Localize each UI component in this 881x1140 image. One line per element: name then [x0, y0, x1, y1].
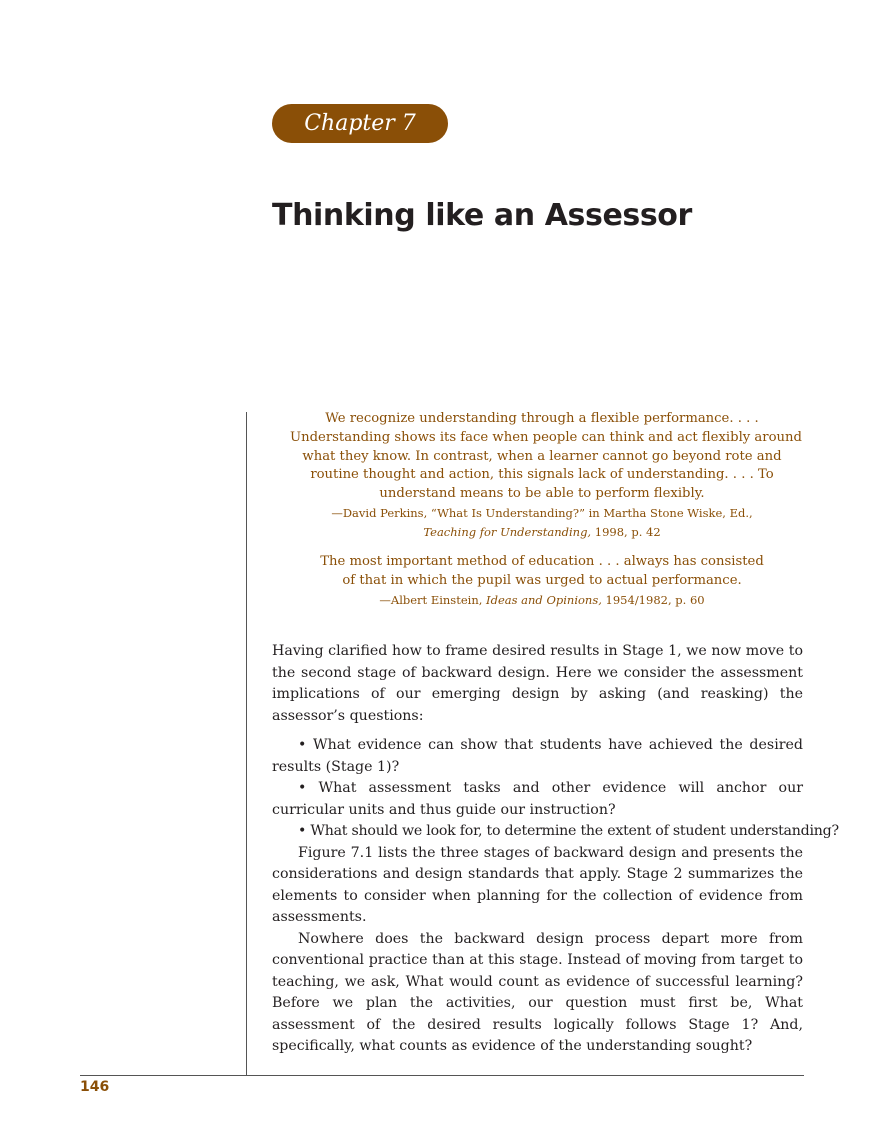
epigraph-line: The most important method of education . . . always has consisted — [320, 553, 764, 569]
chapter-label: Chapter 7 — [304, 111, 416, 136]
epigraph-attribution: —David Perkins, “What Is Understanding?” in Martha Stone Wiske, Ed., — [331, 505, 753, 520]
epigraph-line: routine thought and action, this signals lack of understanding. . . . To — [310, 467, 774, 483]
footer-rule — [80, 1075, 804, 1076]
list-item: • What evidence can show that students have achieved the desired results (Stage 1)? — [272, 737, 803, 775]
epigraph-line: understand means to be able to perform flexibly. — [379, 486, 705, 502]
chapter-title: Thinking like an Assessor — [272, 198, 692, 233]
epigraph-line: of that in which the pupil was urged to actual performance. — [342, 572, 742, 588]
page-number: 146 — [80, 1079, 110, 1095]
chapter-label-badge — [272, 104, 448, 143]
margin-vertical-rule — [246, 412, 247, 1076]
epigraph-line: Understanding shows its face when people can think and act flexibly around — [290, 429, 802, 445]
source-details: 1954/1982, p. 60 — [601, 592, 705, 607]
list-item: • What assessment tasks and other evidence will anchor our curricular units and thus guide our instruction? — [272, 780, 803, 818]
attribution-author: —Albert Einstein, — [379, 592, 487, 607]
list-item: • What should we look for, to determine the extent of student understanding? — [298, 823, 839, 839]
epigraph-einstein — [290, 553, 794, 610]
intro-paragraph: Having clarified how to frame desired results in Stage 1, we now move to the second stage of backward design. Here we consider the assessment implications of our emerging design by asking (and reasking) the assessor’s questions: — [272, 643, 803, 724]
epigraphs — [290, 410, 802, 610]
epigraph-attribution — [290, 591, 794, 610]
epigraph-attribution-source — [290, 523, 794, 542]
body-text — [272, 641, 839, 1058]
body-paragraph: Nowhere does the backward design process depart more from conventional practice than at this stage. Instead of moving from target to teaching, we ask, What would count as evidence of successful learning? Before we plan the activities, our question must first be, What assessment of the desired results logically follows Stage 1? And, specifically, what counts as evidence of the understanding sought? — [272, 930, 803, 1054]
epigraph-line: what they know. In contrast, when a learner cannot go beyond rote and — [302, 448, 782, 464]
epigraph-line: We recognize understanding through a flexible performance. . . . — [325, 411, 759, 426]
question-list — [272, 735, 839, 843]
source-title: Teaching for Understanding, — [423, 524, 592, 539]
body-paragraph: Figure 7.1 lists the three stages of backward design and presents the considerations and design standards that apply. Stage 2 summarizes the elements to consider when planning for the collection of evidence from assessments. — [272, 844, 803, 925]
source-title: Ideas and Opinions, — [486, 592, 602, 607]
source-details: 1998, p. 42 — [591, 524, 661, 539]
epigraph-perkins — [290, 410, 802, 542]
